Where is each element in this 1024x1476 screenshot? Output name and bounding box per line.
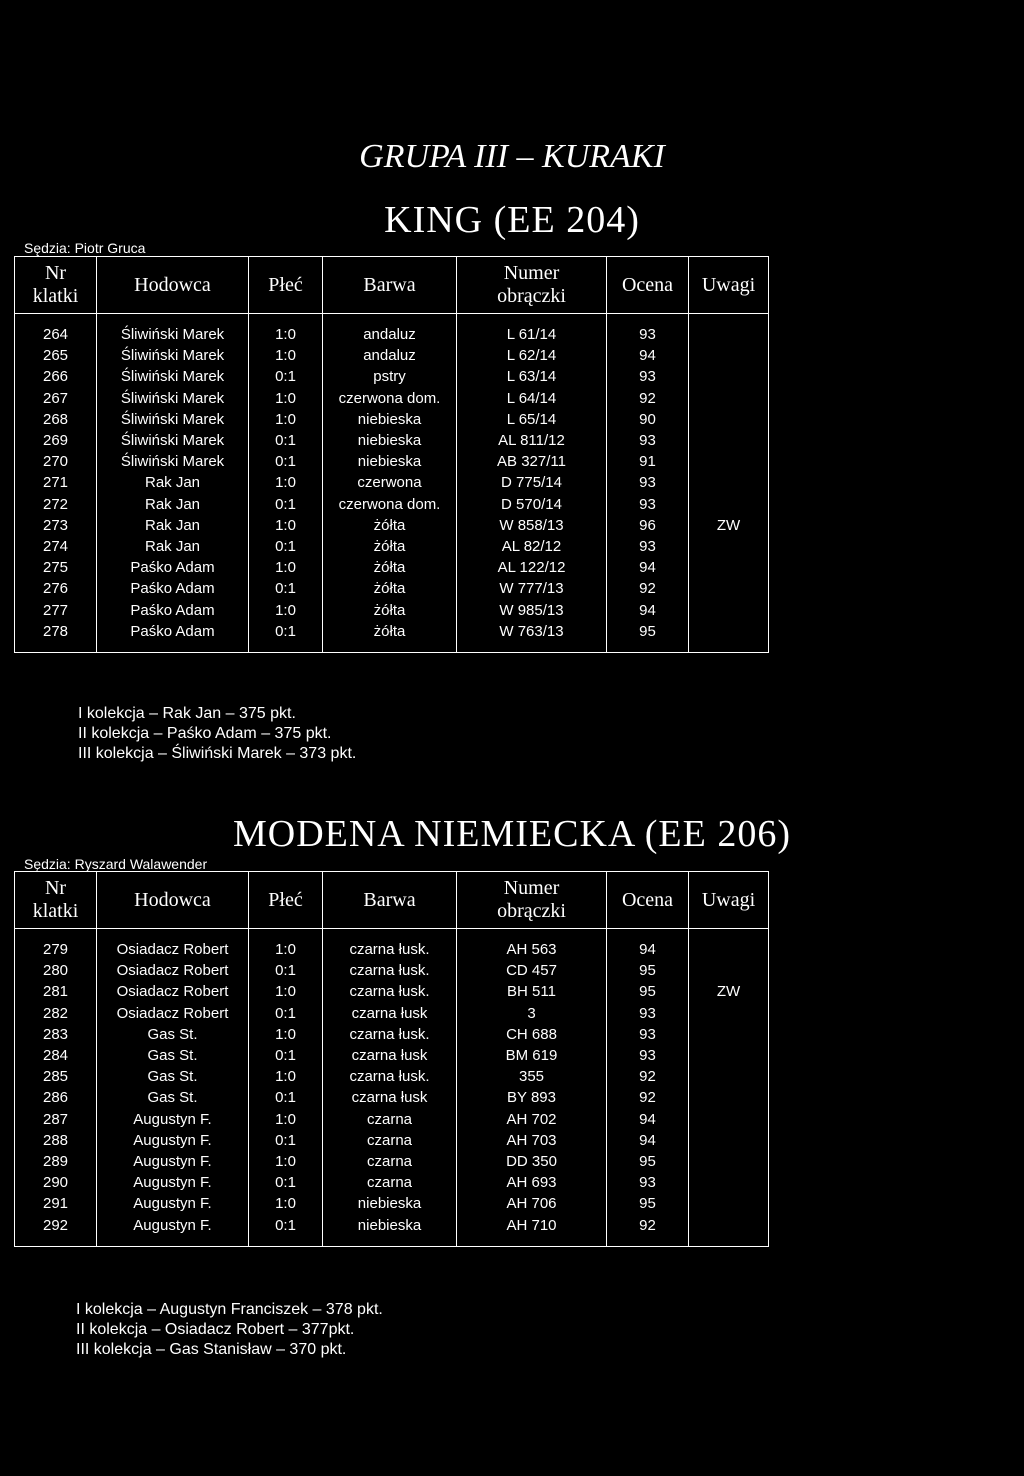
- cell-uwagi: [689, 366, 769, 387]
- cell-ocena: 95: [607, 621, 689, 642]
- cell-uwagi: [689, 472, 769, 493]
- cell-plec: 0:1: [249, 1087, 323, 1108]
- cell-hodowca: Śliwiński Marek: [97, 366, 249, 387]
- cell-ocena: 95: [607, 981, 689, 1002]
- cell-nr: 279: [15, 939, 97, 960]
- cell-ocena: 94: [607, 1109, 689, 1130]
- cell-plec: 1:0: [249, 388, 323, 409]
- cell-numer: AH 706: [457, 1193, 607, 1214]
- table-row: [15, 981, 769, 1002]
- cell-ocena: 95: [607, 1193, 689, 1214]
- table-row: [15, 1024, 769, 1045]
- cell-hodowca: Gas St.: [97, 1024, 249, 1045]
- cell-plec: 0:1: [249, 451, 323, 472]
- table-row: [15, 600, 769, 621]
- cell-numer: L 64/14: [457, 388, 607, 409]
- cell-barwa: czarna: [323, 1151, 457, 1172]
- table-row: [15, 515, 769, 536]
- cell-uwagi: [689, 600, 769, 621]
- cell-ocena: 93: [607, 324, 689, 345]
- table-row: [15, 409, 769, 430]
- cell-barwa: andaluz: [323, 324, 457, 345]
- cell-uwagi: [689, 1109, 769, 1130]
- cell-nr: 270: [15, 451, 97, 472]
- table-row: [15, 324, 769, 345]
- cell-barwa: niebieska: [323, 1215, 457, 1236]
- cell-nr: 292: [15, 1215, 97, 1236]
- cell-nr: 274: [15, 536, 97, 557]
- summary-line: II kolekcja – Paśko Adam – 375 pkt.: [78, 725, 332, 742]
- group-title: GRUPA III – KURAKI: [359, 138, 665, 175]
- cell-numer: BM 619: [457, 1045, 607, 1066]
- cell-barwa: niebieska: [323, 451, 457, 472]
- cell-nr: 278: [15, 621, 97, 642]
- cell-plec: 1:0: [249, 1066, 323, 1087]
- cell-ocena: 93: [607, 536, 689, 557]
- header-ocena: Ocena: [607, 872, 689, 929]
- header-barwa: Barwa: [323, 872, 457, 929]
- table-row: [15, 388, 769, 409]
- cell-numer: AL 82/12: [457, 536, 607, 557]
- cell-numer: L 61/14: [457, 324, 607, 345]
- table-row: [15, 536, 769, 557]
- cell-uwagi: [689, 494, 769, 515]
- cell-uwagi: [689, 939, 769, 960]
- header-uwagi: Uwagi: [689, 257, 769, 314]
- cell-barwa: czerwona: [323, 472, 457, 493]
- cell-plec: 0:1: [249, 494, 323, 515]
- table-row: [15, 1087, 769, 1108]
- summary-line: I kolekcja – Augustyn Franciszek – 378 pkt.: [76, 1301, 383, 1318]
- cell-nr: 280: [15, 960, 97, 981]
- cell-hodowca: Śliwiński Marek: [97, 451, 249, 472]
- header-barwa: Barwa: [323, 257, 457, 314]
- table-header-row: [15, 257, 769, 314]
- cell-uwagi: [689, 621, 769, 642]
- cell-barwa: czarna łusk.: [323, 939, 457, 960]
- cell-numer: L 62/14: [457, 345, 607, 366]
- cell-numer: W 777/13: [457, 578, 607, 599]
- cell-nr: 287: [15, 1109, 97, 1130]
- cell-nr: 281: [15, 981, 97, 1002]
- cell-barwa: żółta: [323, 536, 457, 557]
- cell-nr: 283: [15, 1024, 97, 1045]
- table-row: [15, 430, 769, 451]
- cell-barwa: czarna łusk.: [323, 1066, 457, 1087]
- cell-nr: 268: [15, 409, 97, 430]
- table-row: [15, 1130, 769, 1151]
- cell-plec: 0:1: [249, 1045, 323, 1066]
- cell-hodowca: Osiadacz Robert: [97, 960, 249, 981]
- judge-label-modena: Sędzia: Ryszard Walawender: [24, 856, 208, 872]
- table-row: [15, 960, 769, 981]
- cell-nr: 271: [15, 472, 97, 493]
- cell-numer: W 763/13: [457, 621, 607, 642]
- cell-ocena: 95: [607, 960, 689, 981]
- cell-plec: 1:0: [249, 981, 323, 1002]
- cell-uwagi: [689, 1066, 769, 1087]
- table-row: [15, 557, 769, 578]
- table-row: [15, 1045, 769, 1066]
- section-title-modena: MODENA NIEMIECKA (EE 206): [232, 813, 791, 855]
- cell-plec: 0:1: [249, 621, 323, 642]
- cell-ocena: 93: [607, 430, 689, 451]
- table-row: [15, 472, 769, 493]
- cell-plec: 0:1: [249, 1215, 323, 1236]
- cell-ocena: 93: [607, 1024, 689, 1045]
- cell-hodowca: Rak Jan: [97, 536, 249, 557]
- table-row: [15, 366, 769, 387]
- header-hodowca: Hodowca: [97, 257, 249, 314]
- cell-hodowca: Osiadacz Robert: [97, 1003, 249, 1024]
- cell-nr: 289: [15, 1151, 97, 1172]
- cell-numer: CH 688: [457, 1024, 607, 1045]
- table-row: [15, 345, 769, 366]
- cell-numer: AB 327/11: [457, 451, 607, 472]
- cell-uwagi: [689, 345, 769, 366]
- table-row: [15, 1193, 769, 1214]
- cell-uwagi: [689, 578, 769, 599]
- cell-hodowca: Paśko Adam: [97, 557, 249, 578]
- collection-summary-king: [78, 704, 356, 764]
- cell-ocena: 96: [607, 515, 689, 536]
- cell-barwa: czerwona dom.: [323, 388, 457, 409]
- cell-nr: 285: [15, 1066, 97, 1087]
- cell-plec: 1:0: [249, 472, 323, 493]
- cell-nr: 277: [15, 600, 97, 621]
- cell-ocena: 93: [607, 1045, 689, 1066]
- cell-barwa: żółta: [323, 600, 457, 621]
- cell-plec: 0:1: [249, 578, 323, 599]
- cell-barwa: niebieska: [323, 1193, 457, 1214]
- cell-barwa: niebieska: [323, 430, 457, 451]
- cell-barwa: niebieska: [323, 409, 457, 430]
- table-row: [15, 939, 769, 960]
- cell-numer: BH 511: [457, 981, 607, 1002]
- cell-nr: 290: [15, 1172, 97, 1193]
- table-row: [15, 451, 769, 472]
- cell-nr: 291: [15, 1193, 97, 1214]
- cell-ocena: 94: [607, 939, 689, 960]
- cell-numer: AH 703: [457, 1130, 607, 1151]
- table-row: [15, 1151, 769, 1172]
- cell-numer: 355: [457, 1066, 607, 1087]
- cell-hodowca: Gas St.: [97, 1045, 249, 1066]
- cell-plec: 1:0: [249, 345, 323, 366]
- table-row: [15, 621, 769, 642]
- cell-plec: 0:1: [249, 1172, 323, 1193]
- cell-uwagi: [689, 1003, 769, 1024]
- cell-hodowca: Śliwiński Marek: [97, 409, 249, 430]
- cell-plec: 0:1: [249, 430, 323, 451]
- cell-barwa: czarna łusk: [323, 1003, 457, 1024]
- cell-numer: DD 350: [457, 1151, 607, 1172]
- cell-barwa: czarna łusk: [323, 1045, 457, 1066]
- cell-ocena: 93: [607, 366, 689, 387]
- cell-uwagi: [689, 324, 769, 345]
- cell-ocena: 92: [607, 388, 689, 409]
- cell-plec: 1:0: [249, 409, 323, 430]
- results-table-king: [14, 256, 769, 653]
- cell-nr: 267: [15, 388, 97, 409]
- cell-hodowca: Śliwiński Marek: [97, 324, 249, 345]
- summary-line: III kolekcja – Śliwiński Marek – 373 pkt.: [78, 745, 357, 762]
- header-numer: Numer obrączki: [457, 257, 607, 314]
- cell-uwagi: [689, 536, 769, 557]
- cell-plec: 1:0: [249, 324, 323, 345]
- cell-numer: AH 563: [457, 939, 607, 960]
- cell-barwa: żółta: [323, 515, 457, 536]
- cell-ocena: 95: [607, 1151, 689, 1172]
- cell-ocena: 91: [607, 451, 689, 472]
- cell-ocena: 94: [607, 345, 689, 366]
- cell-hodowca: Augustyn F.: [97, 1130, 249, 1151]
- cell-plec: 0:1: [249, 366, 323, 387]
- cell-uwagi: [689, 1087, 769, 1108]
- cell-plec: 0:1: [249, 960, 323, 981]
- cell-barwa: czarna łusk.: [323, 960, 457, 981]
- cell-hodowca: Gas St.: [97, 1066, 249, 1087]
- cell-plec: 1:0: [249, 600, 323, 621]
- cell-plec: 1:0: [249, 1024, 323, 1045]
- cell-hodowca: Rak Jan: [97, 494, 249, 515]
- cell-uwagi: [689, 430, 769, 451]
- cell-uwagi: [689, 1045, 769, 1066]
- cell-ocena: 93: [607, 1172, 689, 1193]
- table-row: [15, 1066, 769, 1087]
- cell-nr: 269: [15, 430, 97, 451]
- cell-uwagi: [689, 1130, 769, 1151]
- cell-ocena: 92: [607, 1087, 689, 1108]
- cell-plec: 1:0: [249, 1151, 323, 1172]
- cell-numer: D 570/14: [457, 494, 607, 515]
- cell-ocena: 93: [607, 494, 689, 515]
- cell-hodowca: Augustyn F.: [97, 1172, 249, 1193]
- cell-hodowca: Paśko Adam: [97, 578, 249, 599]
- cell-numer: L 63/14: [457, 366, 607, 387]
- cell-barwa: czarna łusk.: [323, 981, 457, 1002]
- cell-barwa: pstry: [323, 366, 457, 387]
- cell-uwagi: [689, 557, 769, 578]
- cell-nr: 282: [15, 1003, 97, 1024]
- cell-numer: 3: [457, 1003, 607, 1024]
- cell-nr: 266: [15, 366, 97, 387]
- cell-uwagi: [689, 451, 769, 472]
- cell-numer: AH 710: [457, 1215, 607, 1236]
- cell-ocena: 90: [607, 409, 689, 430]
- cell-ocena: 94: [607, 600, 689, 621]
- cell-ocena: 93: [607, 1003, 689, 1024]
- cell-plec: 1:0: [249, 1109, 323, 1130]
- cell-numer: W 858/13: [457, 515, 607, 536]
- summary-line: II kolekcja – Osiadacz Robert – 377pkt.: [76, 1321, 355, 1338]
- cell-barwa: czarna: [323, 1130, 457, 1151]
- section-title-king: KING (EE 204): [384, 199, 640, 241]
- summary-line: III kolekcja – Gas Stanisław – 370 pkt.: [76, 1341, 347, 1358]
- cell-plec: 0:1: [249, 536, 323, 557]
- header-ocena: Ocena: [607, 257, 689, 314]
- cell-hodowca: Gas St.: [97, 1087, 249, 1108]
- cell-nr: 273: [15, 515, 97, 536]
- cell-numer: CD 457: [457, 960, 607, 981]
- cell-uwagi: [689, 388, 769, 409]
- cell-plec: 1:0: [249, 515, 323, 536]
- table-row: [15, 1003, 769, 1024]
- cell-nr: 288: [15, 1130, 97, 1151]
- collection-summary-modena: [76, 1300, 383, 1360]
- cell-hodowca: Śliwiński Marek: [97, 430, 249, 451]
- cell-uwagi: ZW: [689, 981, 769, 1002]
- cell-uwagi: [689, 1024, 769, 1045]
- header-nr: Nr klatki: [15, 872, 97, 929]
- judge-label-king: Sędzia: Piotr Gruca: [24, 240, 146, 256]
- cell-plec: 1:0: [249, 557, 323, 578]
- cell-nr: 275: [15, 557, 97, 578]
- cell-uwagi: [689, 960, 769, 981]
- cell-numer: BY 893: [457, 1087, 607, 1108]
- cell-hodowca: Śliwiński Marek: [97, 388, 249, 409]
- cell-hodowca: Augustyn F.: [97, 1215, 249, 1236]
- header-nr: Nr klatki: [15, 257, 97, 314]
- cell-hodowca: Paśko Adam: [97, 621, 249, 642]
- header-hodowca: Hodowca: [97, 872, 249, 929]
- cell-plec: 1:0: [249, 939, 323, 960]
- header-numer: Numer obrączki: [457, 872, 607, 929]
- cell-ocena: 93: [607, 472, 689, 493]
- table-header-row: [15, 872, 769, 929]
- cell-hodowca: Rak Jan: [97, 472, 249, 493]
- cell-ocena: 94: [607, 1130, 689, 1151]
- cell-hodowca: Osiadacz Robert: [97, 939, 249, 960]
- header-plec: Płeć: [249, 257, 323, 314]
- cell-uwagi: [689, 1172, 769, 1193]
- cell-uwagi: [689, 1151, 769, 1172]
- cell-uwagi: ZW: [689, 515, 769, 536]
- table-row: [15, 1215, 769, 1236]
- cell-plec: 0:1: [249, 1130, 323, 1151]
- cell-nr: 276: [15, 578, 97, 599]
- cell-hodowca: Śliwiński Marek: [97, 345, 249, 366]
- cell-barwa: andaluz: [323, 345, 457, 366]
- cell-numer: AL 122/12: [457, 557, 607, 578]
- cell-barwa: czarna: [323, 1172, 457, 1193]
- cell-ocena: 92: [607, 1066, 689, 1087]
- cell-nr: 284: [15, 1045, 97, 1066]
- header-plec: Płeć: [249, 872, 323, 929]
- cell-hodowca: Paśko Adam: [97, 600, 249, 621]
- cell-barwa: czarna łusk: [323, 1087, 457, 1108]
- table-row: [15, 1172, 769, 1193]
- table-row: [15, 494, 769, 515]
- cell-nr: 272: [15, 494, 97, 515]
- results-table-modena: [14, 871, 769, 1247]
- cell-nr: 264: [15, 324, 97, 345]
- cell-barwa: żółta: [323, 621, 457, 642]
- cell-ocena: 92: [607, 578, 689, 599]
- header-uwagi: Uwagi: [689, 872, 769, 929]
- cell-uwagi: [689, 1215, 769, 1236]
- cell-hodowca: Rak Jan: [97, 515, 249, 536]
- cell-barwa: żółta: [323, 578, 457, 599]
- cell-barwa: czarna: [323, 1109, 457, 1130]
- cell-plec: 1:0: [249, 1193, 323, 1214]
- cell-barwa: czarna łusk.: [323, 1024, 457, 1045]
- cell-numer: D 775/14: [457, 472, 607, 493]
- summary-line: I kolekcja – Rak Jan – 375 pkt.: [78, 705, 296, 722]
- table-row: [15, 578, 769, 599]
- table-row: [15, 1109, 769, 1130]
- cell-uwagi: [689, 409, 769, 430]
- cell-hodowca: Osiadacz Robert: [97, 981, 249, 1002]
- cell-hodowca: Augustyn F.: [97, 1109, 249, 1130]
- cell-barwa: czerwona dom.: [323, 494, 457, 515]
- cell-hodowca: Augustyn F.: [97, 1151, 249, 1172]
- cell-ocena: 92: [607, 1215, 689, 1236]
- cell-plec: 0:1: [249, 1003, 323, 1024]
- cell-numer: AH 702: [457, 1109, 607, 1130]
- cell-uwagi: [689, 1193, 769, 1214]
- cell-numer: W 985/13: [457, 600, 607, 621]
- cell-numer: AL 811/12: [457, 430, 607, 451]
- cell-nr: 265: [15, 345, 97, 366]
- cell-hodowca: Augustyn F.: [97, 1193, 249, 1214]
- cell-nr: 286: [15, 1087, 97, 1108]
- cell-ocena: 94: [607, 557, 689, 578]
- cell-numer: AH 693: [457, 1172, 607, 1193]
- cell-barwa: żółta: [323, 557, 457, 578]
- cell-numer: L 65/14: [457, 409, 607, 430]
